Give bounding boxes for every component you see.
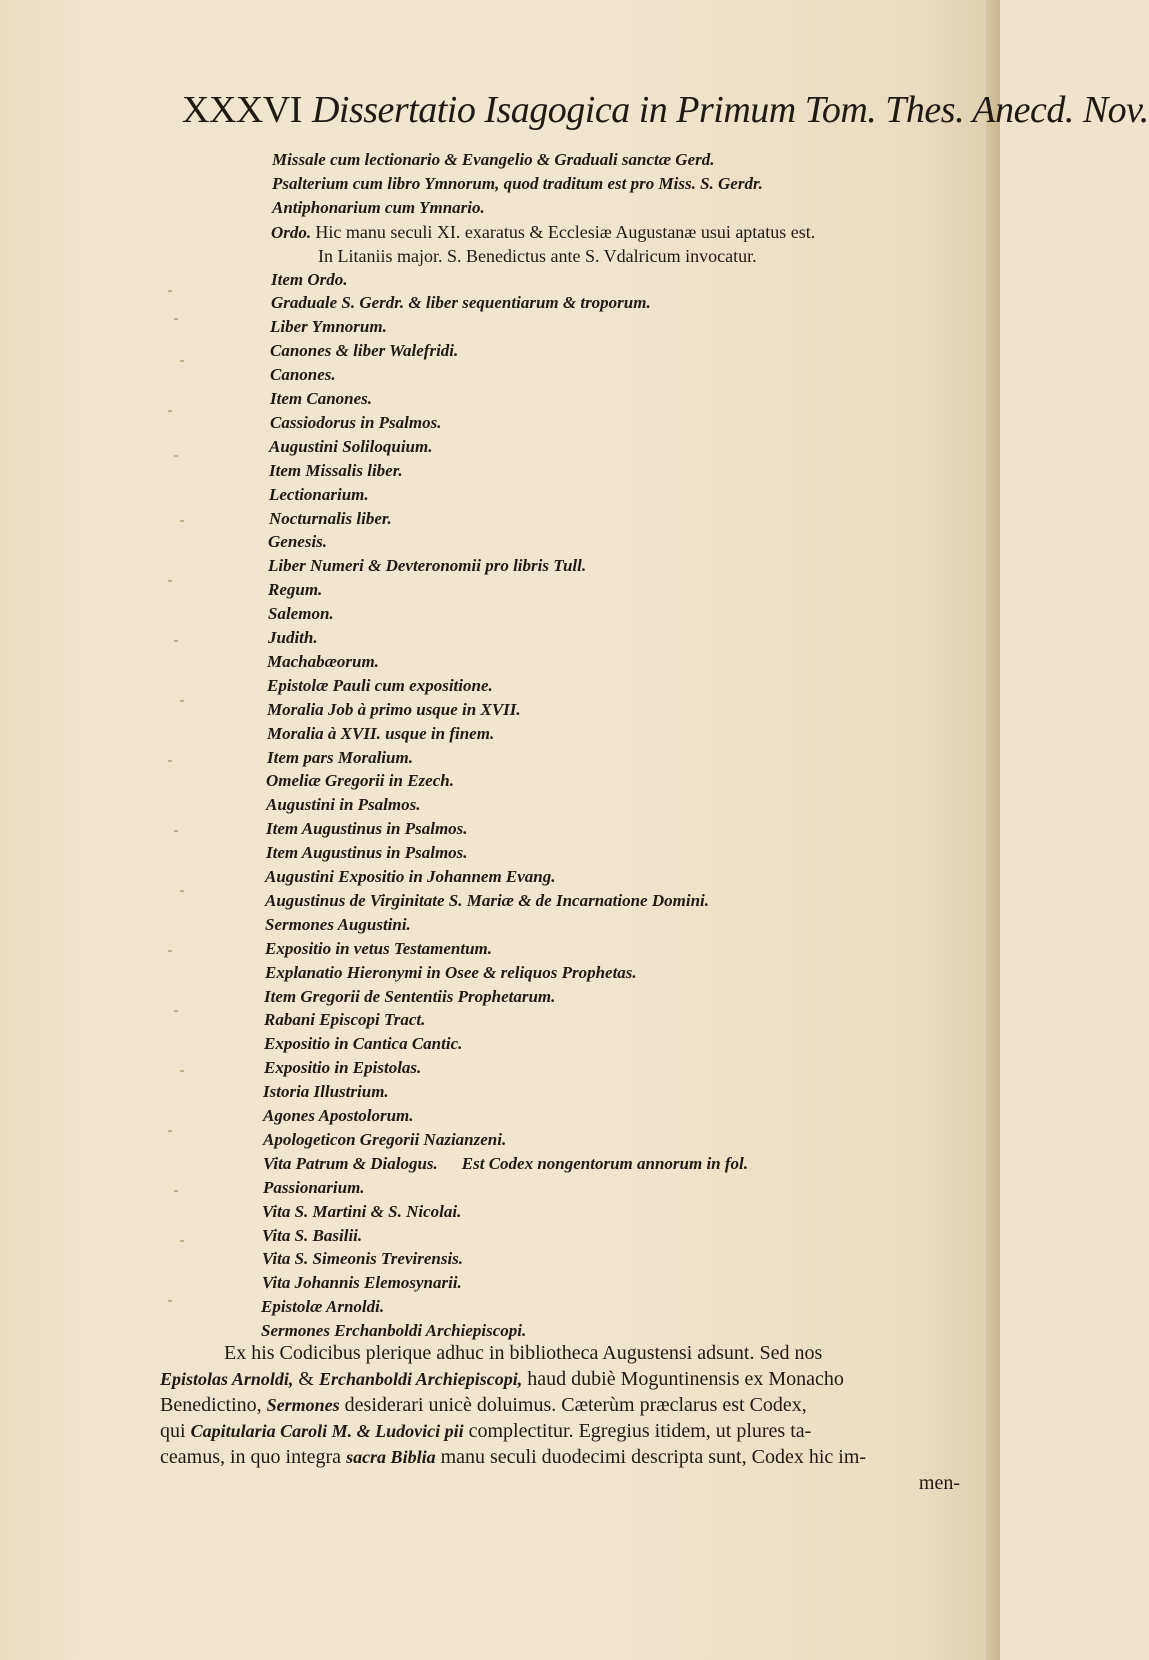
italic-title: Epistolas Arnoldi, [160, 1369, 294, 1389]
entry-text: Sermones Erchanboldi Archiepiscopi. [261, 1321, 527, 1340]
entry-text: Psalterium cum libro Ymnorum, quod traditum est pro Miss. S. Gerdr. [272, 174, 763, 193]
entry-text: Item pars Moralium. [267, 748, 413, 767]
body-paragraph [160, 1340, 960, 1530]
entry-text: Vita Johannis Elemosynarii. [262, 1273, 462, 1292]
margin-speck [180, 360, 184, 362]
entry-text: Item Canones. [270, 389, 373, 408]
manuscript-entry [266, 841, 468, 865]
manuscript-entry [265, 937, 492, 961]
entry-text: Salemon. [268, 604, 334, 623]
entry-text: Passionarium. [263, 1178, 365, 1197]
paragraph-line [160, 1340, 960, 1366]
manuscript-entry [271, 291, 651, 315]
manuscript-entry [270, 315, 387, 339]
entry-text: Canones. [270, 365, 336, 384]
manuscript-entry [263, 1104, 414, 1128]
manuscript-entry [266, 793, 420, 817]
manuscript-entry [264, 1056, 421, 1080]
manuscript-entry [264, 1032, 462, 1056]
paragraph-text: Benedictino, [160, 1394, 267, 1416]
paragraph-line [160, 1418, 960, 1444]
entry-text: Missale cum lectionario & Evangelio & Graduali sanctæ Gerd. [272, 150, 715, 169]
manuscript-entry [270, 363, 336, 387]
catchword: men- [918, 1472, 960, 1494]
margin-speck [174, 318, 178, 320]
manuscript-entry [263, 1080, 389, 1104]
entry-text: Genesis. [268, 532, 328, 551]
margin-speck [168, 410, 172, 412]
manuscript-entry [272, 172, 763, 196]
entry-text: Liber Ymnorum. [270, 317, 387, 336]
entry-text: Augustini Soliloquium. [269, 437, 433, 456]
paragraph-line [160, 1392, 960, 1418]
manuscript-entry [265, 889, 709, 913]
italic-title: Erchanboldi Archiepiscopi, [318, 1369, 523, 1389]
paragraph-line [160, 1444, 960, 1470]
entry-text: Item Ordo. [271, 270, 348, 289]
manuscript-entry [265, 961, 637, 985]
entry-text: Canones & liber Walefridi. [270, 341, 459, 360]
entry-text: Item Missalis liber. [269, 461, 403, 480]
entry-text: Antiphonarium cum Ymnario. [272, 198, 485, 217]
paragraph-line [160, 1366, 960, 1392]
manuscript-entry [265, 865, 556, 889]
manuscript-entry [263, 1128, 506, 1152]
entry-text: Item Gregorii de Sententiis Prophetarum. [264, 987, 556, 1006]
entry-text: Machabæorum. [267, 652, 379, 671]
entry-text: Lectionarium. [269, 485, 369, 504]
manuscript-entry [266, 769, 454, 793]
paragraph-text: desiderari unicè doluimus. Cæterùm præclarus est Codex, [339, 1394, 807, 1416]
margin-speck [168, 1130, 172, 1132]
margin-speck [168, 580, 172, 582]
entry-text: Moralia à XVII. usque in finem. [267, 724, 495, 743]
entry-text: Liber Numeri & Devteronomii pro libris Tull. [268, 556, 587, 575]
italic-title: sacra Biblia [346, 1447, 436, 1467]
manuscript-entry [270, 339, 458, 363]
entry-text: Rabani Episcopi Tract. [264, 1010, 426, 1029]
entry-text: Hic manu seculi XI. exaratus & Ecclesiæ Augustanæ usui aptatus est. [315, 222, 816, 242]
margin-speck [174, 1010, 178, 1012]
manuscript-entry [263, 1152, 748, 1176]
manuscript-entry [267, 650, 379, 674]
margin-speck [180, 1240, 184, 1242]
manuscript-entry [264, 1008, 425, 1032]
entry-text: Judith. [268, 628, 318, 647]
entry-text: Apologeticon Gregorii Nazianzeni. [263, 1130, 507, 1149]
manuscript-entry [269, 459, 403, 483]
margin-speck [174, 830, 178, 832]
manuscript-entry [270, 387, 372, 411]
manuscript-list [0, 140, 1000, 1340]
margin-speck [180, 700, 184, 702]
margin-speck [180, 1070, 184, 1072]
manuscript-entry [272, 196, 485, 220]
manuscript-entry [267, 746, 413, 770]
manuscript-entry [268, 602, 334, 626]
entry-text: Vita S. Simeonis Trevirensis. [262, 1249, 464, 1268]
manuscript-entry [267, 722, 494, 746]
manuscript-entry [268, 554, 586, 578]
entry-text: Augustini Expositio in Johannem Evang. [265, 867, 556, 886]
manuscript-entry [266, 817, 468, 841]
paragraph-text: complectitur. Egregius itidem, ut plures ta- [463, 1420, 812, 1442]
paragraph-text: & [293, 1368, 319, 1390]
manuscript-entry [264, 985, 555, 1009]
entry-text: Nocturnalis liber. [269, 509, 392, 528]
manuscript-entry [262, 1247, 463, 1271]
margin-speck [174, 1190, 178, 1192]
entry-text: Cassiodorus in Psalmos. [270, 413, 442, 432]
manuscript-entry [268, 626, 318, 650]
margin-speck [168, 760, 172, 762]
entry-text: Vita S. Martini & S. Nicolai. [262, 1202, 462, 1221]
margin-speck [174, 640, 178, 642]
margin-speck [180, 890, 184, 892]
manuscript-entry [318, 244, 757, 268]
italic-title: Capitularia Caroli M. & Ludovici pii [190, 1421, 464, 1441]
manuscript-entry [265, 913, 411, 937]
entry-text: Sermones Augustini. [265, 915, 411, 934]
entry-text: Istoria Illustrium. [263, 1082, 389, 1101]
margin-speck [168, 290, 172, 292]
entry-label: Ordo. [271, 223, 312, 242]
manuscript-entry [271, 220, 815, 244]
entry-text: Expositio in Cantica Cantic. [264, 1034, 463, 1053]
entry-text: Expositio in vetus Testamentum. [265, 939, 493, 958]
margin-speck [168, 950, 172, 952]
paragraph-text: Ex his Codicibus plerique adhuc in bibliotheca Augustensi adsunt. Sed nos [224, 1342, 823, 1364]
manuscript-entry [269, 483, 369, 507]
entry-text: Expositio in Epistolas. [264, 1058, 422, 1077]
manuscript-entry [262, 1224, 362, 1248]
manuscript-entry [267, 698, 521, 722]
manuscript-entry [268, 578, 322, 602]
manuscript-entry [267, 674, 493, 698]
folio-number: XXXVI [182, 89, 302, 131]
entry-text: Regum. [268, 580, 323, 599]
margin-speck [174, 455, 178, 457]
entry-text: Vita S. Basilii. [262, 1226, 363, 1245]
entry-text: In Litaniis major. S. Benedictus ante S. Vdalricum invocatur. [318, 246, 757, 266]
entry-text: Augustini in Psalmos. [266, 795, 421, 814]
entry-text: Augustinus de Virginitate S. Mariæ & de Incarnatione Domini. [265, 891, 710, 910]
italic-title: Sermones [266, 1395, 340, 1415]
paragraph-text: ceamus, in quo integra [160, 1446, 347, 1468]
entry-text: Agones Apostolorum. [263, 1106, 414, 1125]
manuscript-entry [269, 435, 432, 459]
manuscript-entry [261, 1295, 384, 1319]
entry-text: Graduale S. Gerdr. & liber sequentiarum & troporum. [271, 293, 651, 312]
entry-text: Vita Patrum & Dialogus. [263, 1154, 438, 1173]
manuscript-entry [262, 1271, 462, 1295]
entry-text: Item Augustinus in Psalmos. [266, 819, 468, 838]
paragraph-text: haud dubiè Moguntinensis ex Monacho [522, 1368, 844, 1390]
entry-text: Moralia Job à primo usque in XVII. [267, 700, 521, 719]
running-title: Dissertatio Isagogica in Primum Tom. Thes. Anecd. Nov. [311, 89, 1149, 131]
entry-text: Omeliæ Gregorii in Ezech. [266, 771, 454, 790]
manuscript-entry [272, 148, 715, 172]
manuscript-entry [271, 268, 348, 292]
manuscript-entry [268, 530, 327, 554]
margin-speck [180, 520, 184, 522]
entry-text: Explanatio Hieronymi in Osee & reliquos Prophetas. [265, 963, 637, 982]
entry-text: Item Augustinus in Psalmos. [266, 843, 468, 862]
entry-text: Epistolæ Pauli cum expositione. [267, 676, 493, 695]
entry-text: Epistolæ Arnoldi. [261, 1297, 385, 1316]
manuscript-entry [263, 1176, 365, 1200]
paragraph-text: qui [160, 1420, 191, 1442]
manuscript-entry [262, 1200, 461, 1224]
entry-note: Est Codex nongentorum annorum in fol. [461, 1154, 749, 1173]
paragraph-text: manu seculi duodecimi descripta sunt, Codex hic im- [435, 1446, 867, 1468]
manuscript-entry [270, 411, 441, 435]
manuscript-entry [269, 507, 392, 531]
page-header [182, 80, 1149, 140]
margin-speck [168, 1300, 172, 1302]
